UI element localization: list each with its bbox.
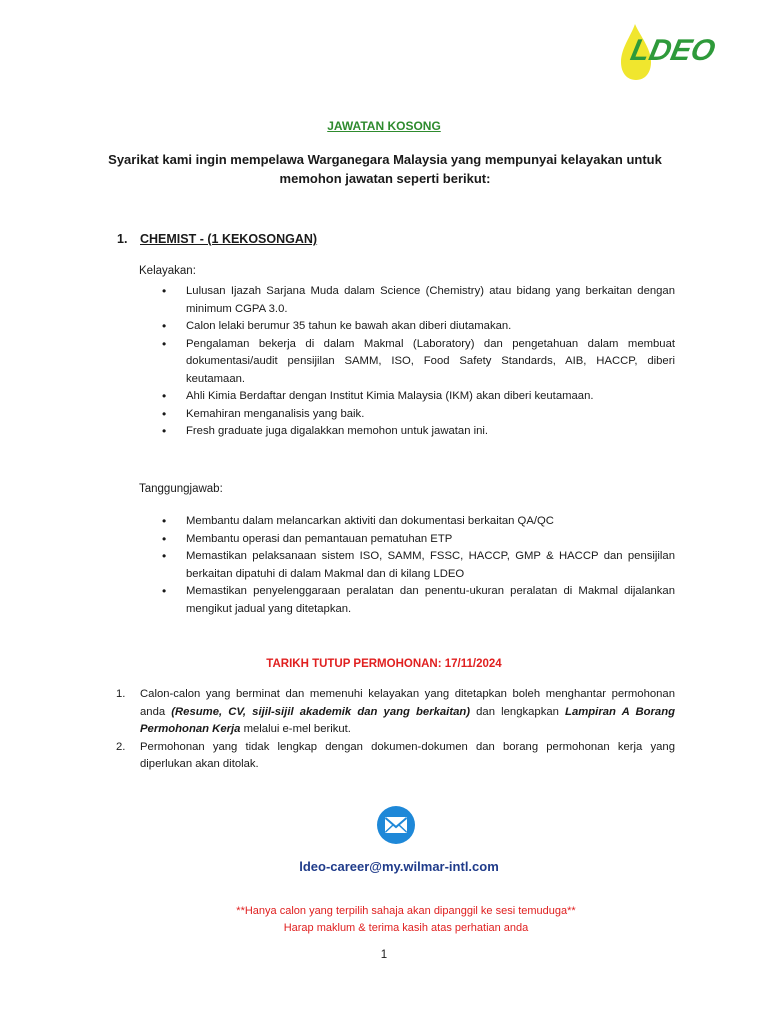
- responsibilities-list: [160, 513, 675, 618]
- footer-line: Harap maklum & terima kasih atas perhatian anda: [283, 921, 529, 934]
- company-logo: [619, 22, 731, 82]
- intro-text: Syarikat kami ingin mempelawa Warganegara Malaysia yang mempunyai kelayakan untuk memohon jawatan seperti berikut:: [108, 152, 662, 186]
- list-item: • Lulusan Ijazah Sarjana Muda dalam Science (Chemistry) atau bidang yang berkaitan dengan minimum CGPA 3.0.: [160, 283, 675, 318]
- job-vacancy-title: JAWATAN KOSONG: [327, 119, 441, 133]
- note-text: Calon-calon yang berminat dan memenuhi kelayakan yang ditetapkan boleh menghantar permohonan anda: [140, 688, 675, 718]
- note-item: [116, 686, 675, 739]
- page-number: 1: [380, 949, 388, 961]
- footer-line: **Hanya calon yang terpilih sahaja akan dipanggil ke sesi temuduga**: [236, 905, 576, 917]
- qualifications-label: Kelayakan:: [139, 265, 196, 277]
- list-item: • Ahli Kimia Berdaftar dengan Institut Kimia Malaysia (IKM) akan diberi keutamaan.: [160, 388, 675, 406]
- list-item: • Kemahiran menganalisis yang baik.: [160, 406, 675, 424]
- responsibilities-label: Tanggungjawab:: [139, 483, 223, 495]
- list-item: • Fresh graduate juga digalakkan memohon untuk jawatan ini.: [160, 423, 675, 441]
- note-form-name: Lampiran A Borang Permohonan Kerja: [140, 705, 675, 735]
- list-item: • Calon lelaki berumur 35 tahun ke bawah akan diberi diutamakan.: [160, 318, 675, 336]
- list-item: • Membantu dalam melancarkan aktiviti dan dokumentasi berkaitan QA/QC: [160, 513, 675, 531]
- note-number: 1.: [116, 688, 126, 700]
- list-item: • Membantu operasi dan pemantauan pematuhan ETP: [160, 531, 675, 549]
- footer-note: [0, 903, 768, 936]
- list-item: • Memastikan pelaksanaan sistem ISO, SAMM, FSSC, HACCP, GMP & HACCP dan pensijilan berkaitan dipatuhi di dalam Makmal dan di kilang LDEO: [160, 548, 675, 583]
- list-item: • Pengalaman bekerja di dalam Makmal (Laboratory) dan pengetahuan dalam membuat dokumentasi/audit pensijilan SAMM, ISO, Food Safety Standards, AIB, HACCP, diberi keutamaan.: [160, 336, 675, 389]
- note-text: dan lengkapkan: [470, 705, 566, 718]
- note-number: 2.: [116, 740, 126, 753]
- position-heading: [117, 232, 317, 246]
- position-number: 1.: [117, 232, 128, 246]
- application-notes: [116, 686, 675, 774]
- note-documents: (Resume, CV, sijil-sijil akademik dan yang berkaitan): [171, 705, 471, 718]
- contact-email[interactable]: ldeo-career@my.wilmar-intl.com: [299, 859, 499, 874]
- envelope-icon: [376, 805, 416, 845]
- note-text: melalui e-mel berikut.: [240, 723, 351, 735]
- closing-date: TARIKH TUTUP PERMOHONAN: 17/11/2024: [266, 658, 502, 670]
- note-item: [116, 739, 675, 774]
- qualifications-list: [160, 283, 675, 441]
- logo-text: LDEO: [627, 34, 719, 67]
- position-title: CHEMIST - (1 KEKOSONGAN): [140, 232, 318, 246]
- list-item: • Memastikan penyelenggaraan peralatan dan penentu-ukuran peralatan di Makmal dijalankan mengikut jadual yang ditetapkan.: [160, 583, 675, 618]
- note-text: Permohonan yang tidak lengkap dengan dokumen-dokumen dan borang permohonan kerja yang diperlukan akan ditolak.: [140, 740, 675, 770]
